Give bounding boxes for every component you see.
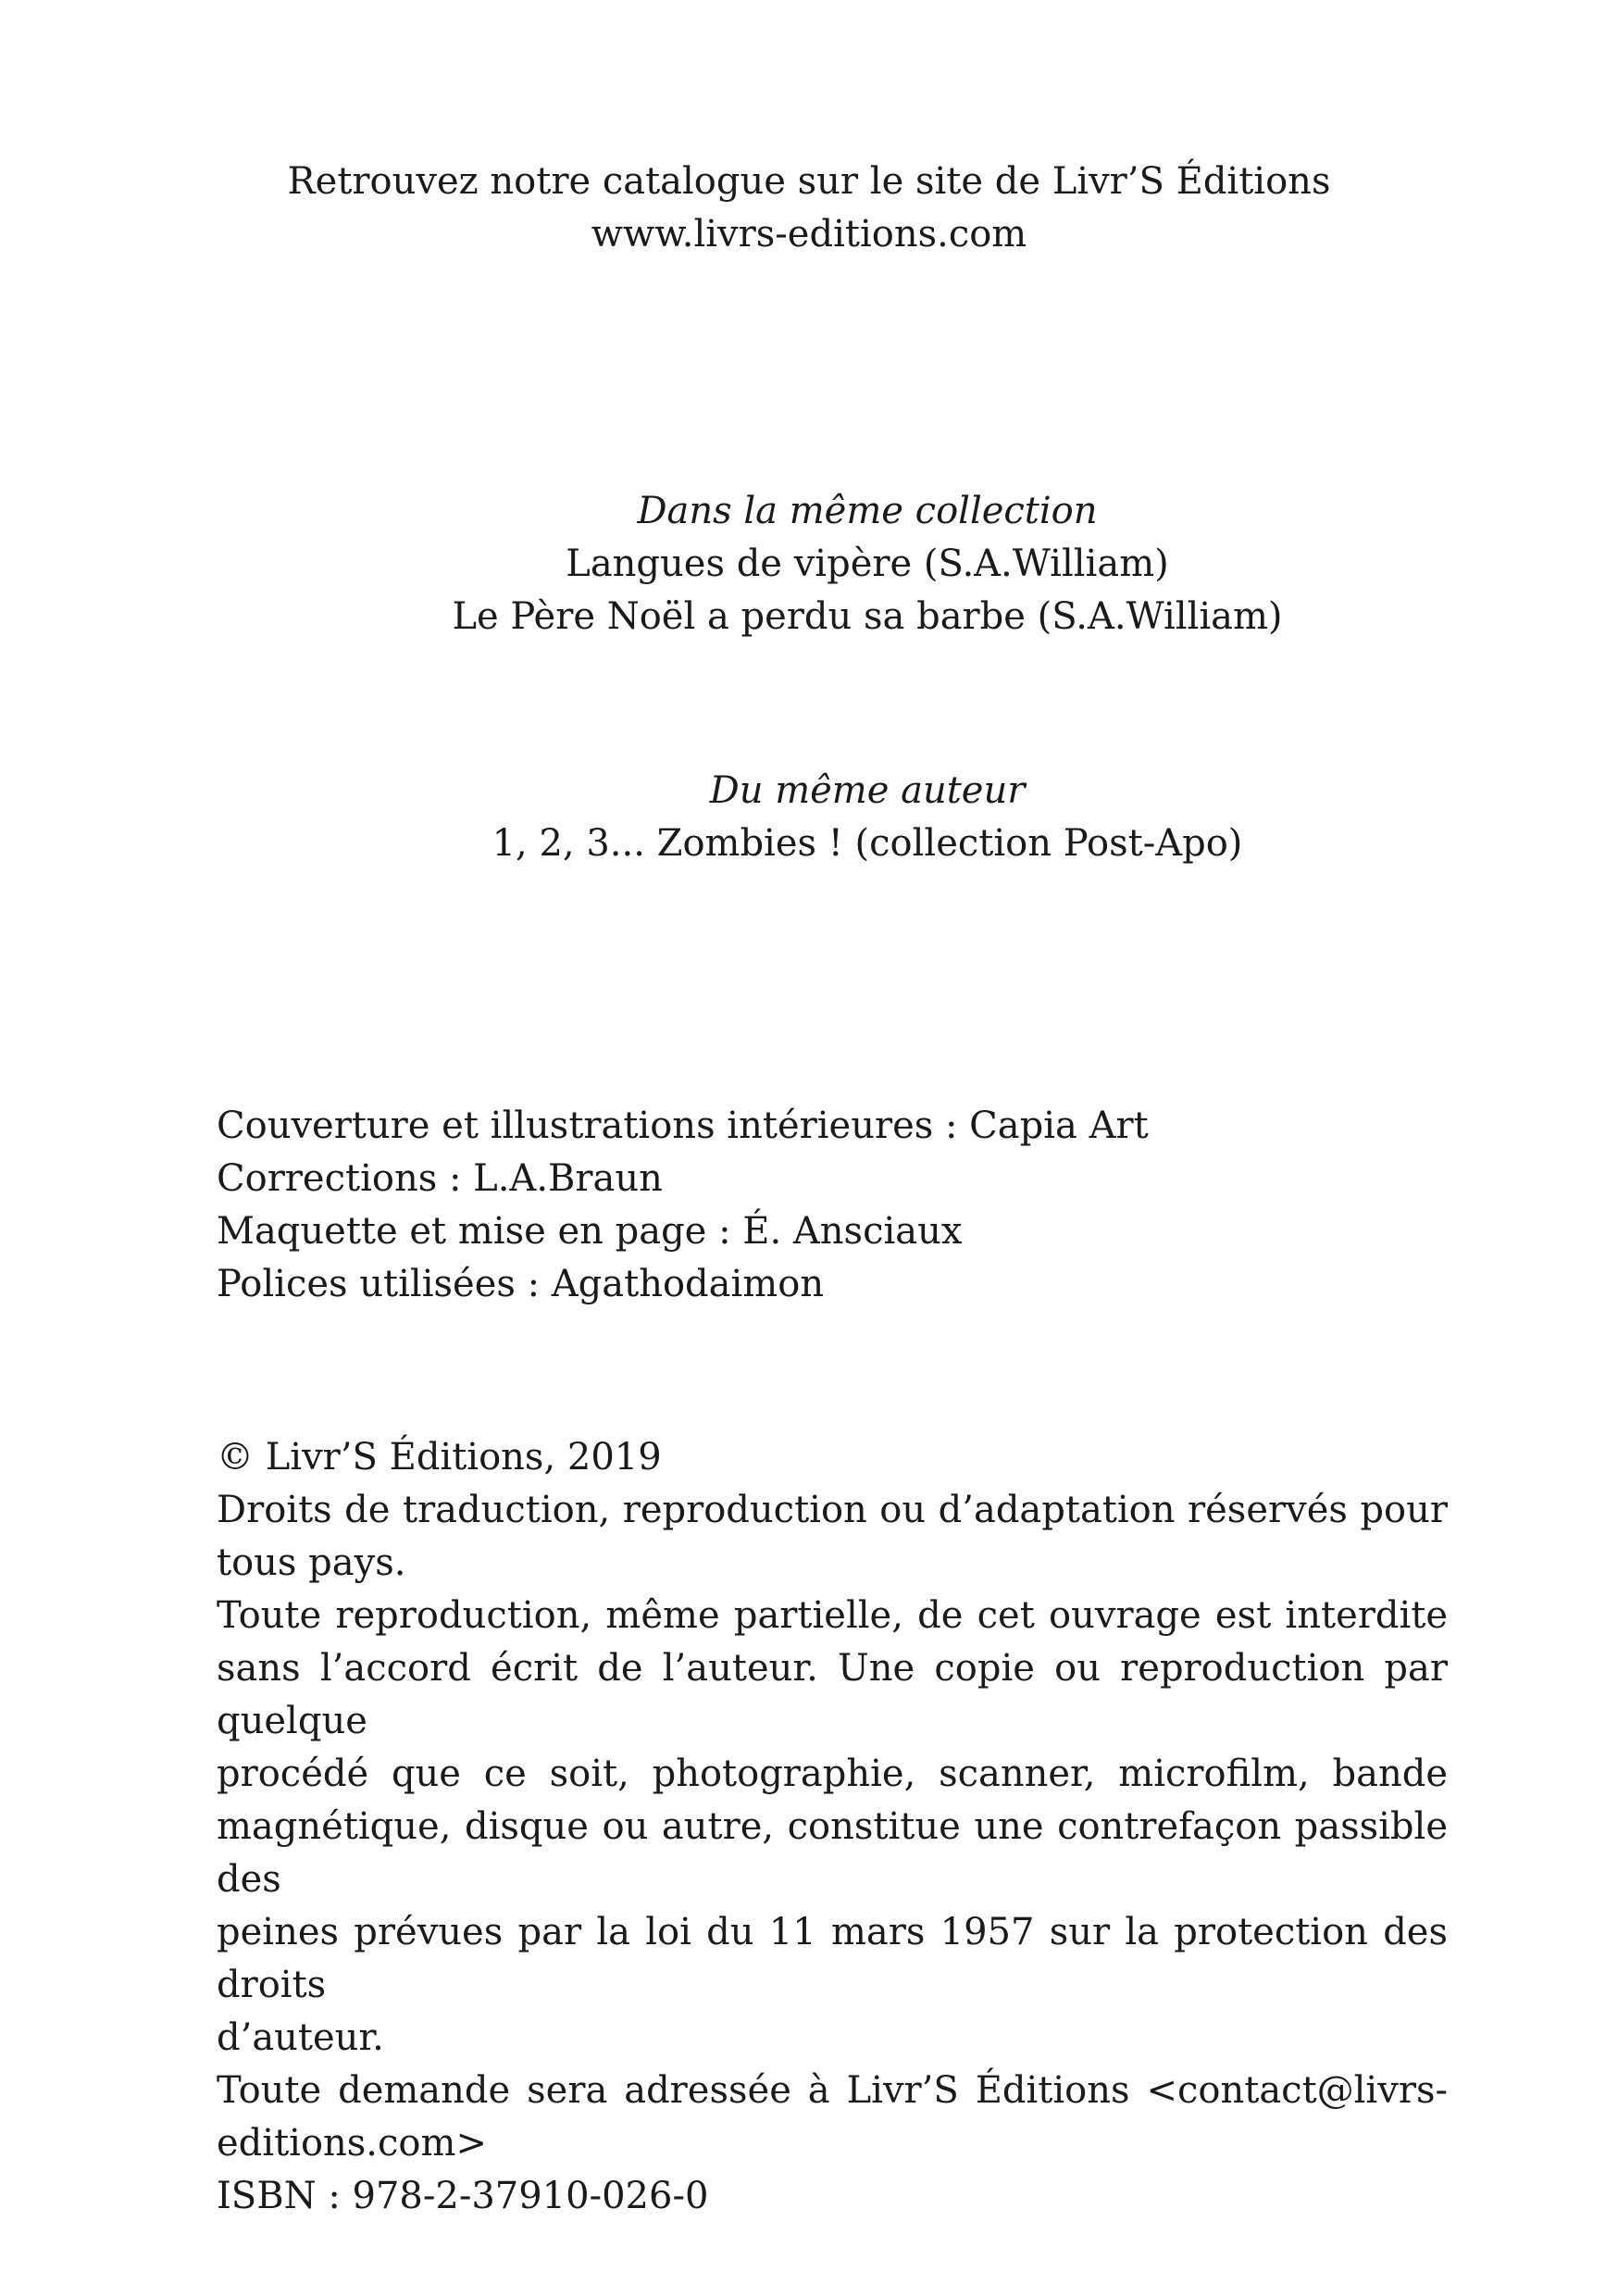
reproduction-line: Toute reproduction, même partielle, de cet ouvrage est interdite	[217, 1594, 1448, 1637]
copyright-notice: © Livr’S Éditions, 2019	[217, 1436, 662, 1479]
publisher-header	[0, 156, 1618, 261]
collection-title: Le Père Noël a perdu sa barbe (S.A.William)	[452, 595, 1283, 638]
same-author-heading: Du même auteur	[709, 769, 1026, 812]
reproduction-line: d’auteur.	[217, 2016, 384, 2059]
copyright-section	[217, 1431, 1448, 2223]
reproduction-line: sans l’accord écrit de l’auteur. Une copie ou reproduction par quelque	[217, 1647, 1448, 1742]
contact-line: Toute demande sera adressée à Livr’S Éditions <contact@livrs-	[217, 2069, 1448, 2112]
same-collection-section	[398, 485, 1337, 643]
contact-email[interactable]: editions.com>	[217, 2122, 487, 2165]
rights-line: tous pays.	[217, 1541, 406, 1584]
website-link[interactable]: www.livrs-editions.com	[591, 213, 1027, 256]
reproduction-line: peines prévues par la loi du 11 mars 1957 sur la protection des droits	[217, 1911, 1448, 2006]
reproduction-line: magnétique, disque ou autre, constitue une contrefaçon passible des	[217, 1805, 1448, 1901]
credit-line-cover: Couverture et illustrations intérieures : Capia Art	[217, 1104, 1149, 1147]
same-author-section	[398, 765, 1337, 870]
credit-line-layout: Maquette et mise en page : É. Ansciaux	[217, 1210, 963, 1253]
isbn: ISBN : 978-2-37910-026-0	[217, 2175, 709, 2217]
same-collection-heading: Dans la même collection	[637, 490, 1098, 532]
credit-line-fonts: Polices utilisées : Agathodaimon	[217, 1263, 825, 1305]
rights-line: Droits de traduction, reproduction ou d’adaptation réservés pour	[217, 1489, 1448, 1531]
catalogue-line: Retrouvez notre catalogue sur le site de Livr’S Éditions	[287, 160, 1331, 203]
credits-section	[217, 1100, 1448, 1311]
credit-line-corrections: Corrections : L.A.Braun	[217, 1157, 663, 1200]
reproduction-line: procédé que ce soit, photographie, scanner, microfilm, bande	[217, 1753, 1448, 1795]
collection-title: Langues de vipère (S.A.William)	[566, 543, 1169, 585]
author-title: 1, 2, 3... Zombies ! (collection Post-Apo)	[492, 822, 1243, 865]
